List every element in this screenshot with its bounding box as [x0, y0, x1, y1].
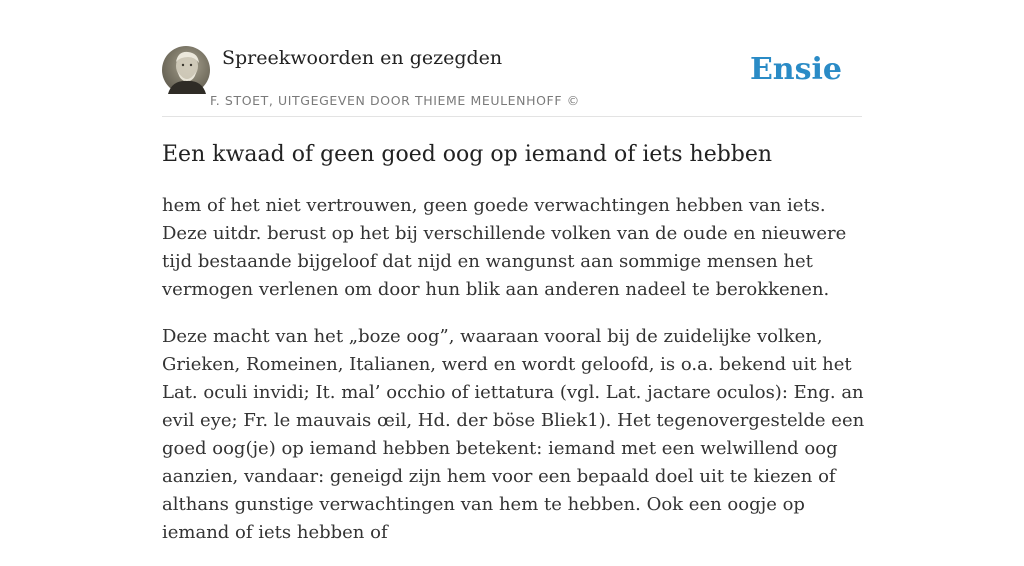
source-credit: F. STOET, UITGEGEVEN DOOR THIEME MEULENHOFF © — [210, 93, 580, 108]
entry-paragraph: Deze macht van het „boze oog”, waaraan vooral bij de zuidelijke volken, Grieken, Romeinen, Italianen, werd en wordt geloofd, is o.a. bekend uit het Lat. oculi invidi; It. mal’ occhio of iettatura (vgl. Lat. jactare oculos): Eng. an evil eye; Fr. le mauvais œil, Hd. der böse Bliek1). Het tegenovergestelde een goed oog(je) op iemand hebben betekent: iemand met een welwillend oog aanzien, vandaar: geneigd zijn hem voor een bepaald doel uit te kiezen of althans gunstige verwachtingen van hem te hebben. Ook een oogje op iemand of iets hebben of — [162, 326, 865, 543]
brand-logo[interactable]: Ensie — [749, 52, 842, 87]
source-title[interactable]: Spreekwoorden en gezegden — [222, 47, 503, 69]
source-avatar[interactable] — [162, 46, 210, 94]
entry-paragraph: hem of het niet vertrouwen, geen goede verwachtingen hebben van iets. Deze uitdr. berust op het bij verschillende volken van de oude en nieuwere tijd bestaande bijgeloof dat nijd en wangunst aan sommige mensen het vermogen verlenen om door hun blik aan anderen nadeel te berokkenen. — [162, 195, 847, 300]
portrait-icon — [162, 46, 210, 94]
source-header — [162, 46, 862, 117]
entry-body — [162, 192, 874, 566]
entry-title: Een kwaad of geen goed oog op iemand of iets hebben — [162, 142, 773, 167]
